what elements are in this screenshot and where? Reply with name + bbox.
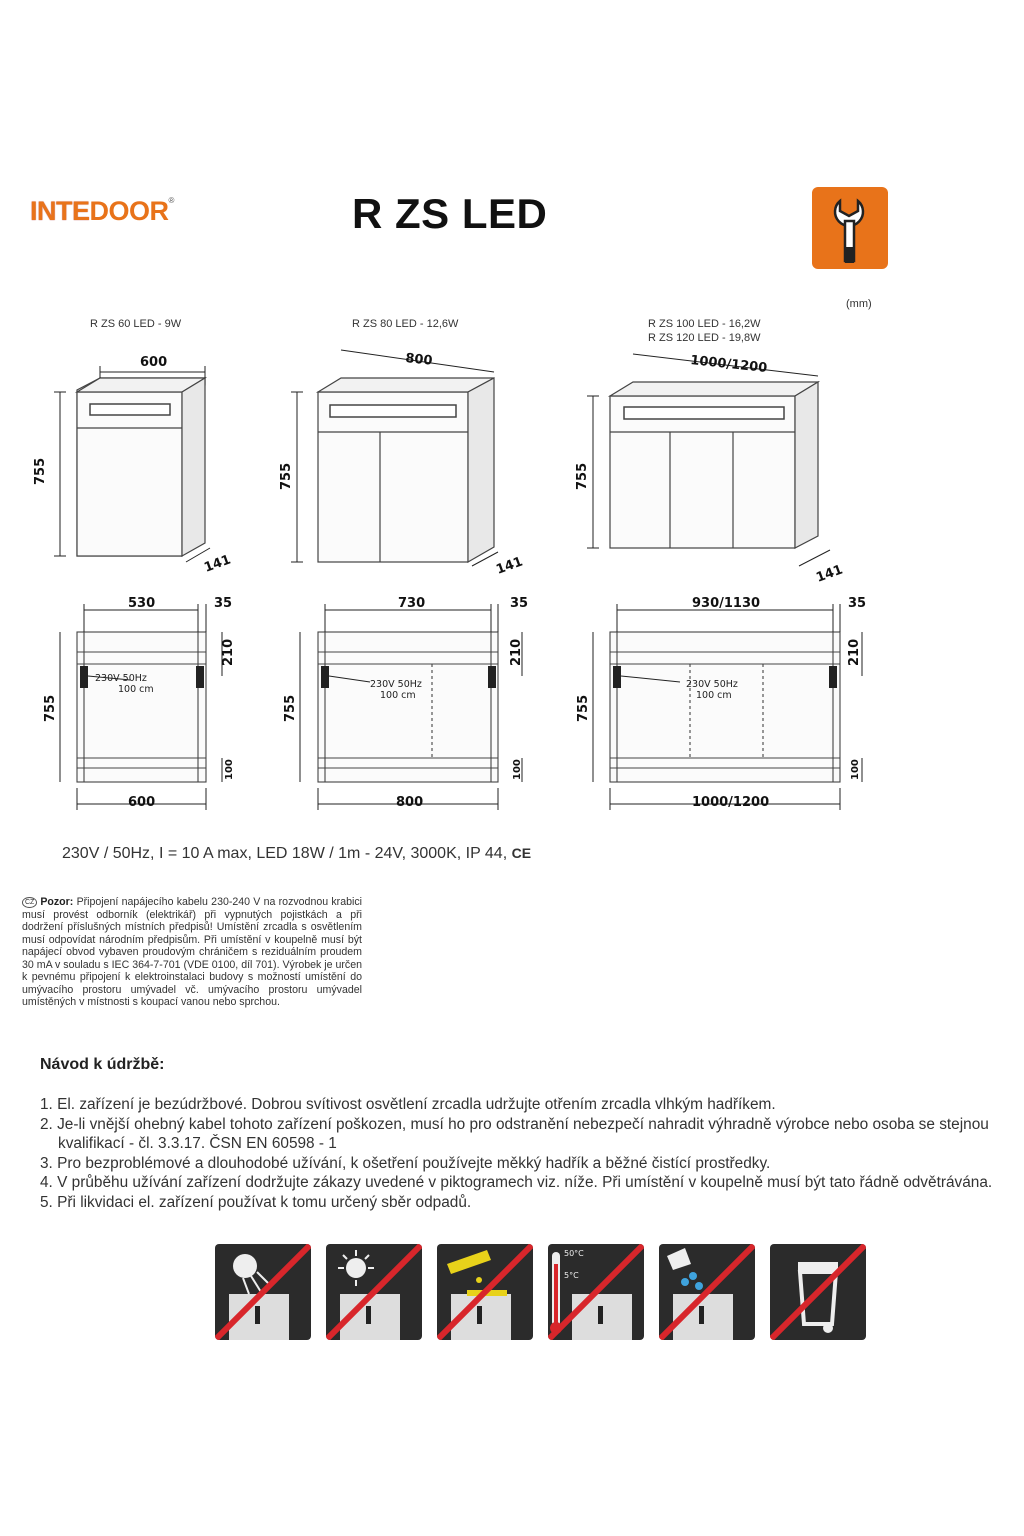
warning-block — [22, 896, 362, 1009]
back-inner-60: 530 — [128, 596, 156, 611]
cable-label-60: 100 cm — [118, 684, 154, 695]
maintenance-item: 1. El. zařízení je bezúdržbové. Dobrou svítivost osvětlení zrcadla udržujte otřením zrcadla vlhkým hadříkem. — [40, 1096, 776, 1113]
cabinet-60-front — [77, 378, 205, 556]
ce-mark: CE — [511, 845, 532, 861]
maintenance-item: 2. Je-li vnější ohebný kabel tohoto zařízení poškozen, musí ho pro odstranění nebezpečí nahradit výhradně výrobce nebo osoba se stejnou kvalifikací - čl. 3.3.17. ČSN EN 60598 - 1 — [40, 1115, 989, 1153]
front-width-80: 800 — [404, 351, 434, 369]
back-top-80: 210 — [509, 638, 524, 666]
back-inner-100: 930/1130 — [692, 596, 761, 611]
back-width-60: 600 — [128, 795, 156, 810]
back-height-100: 755 — [576, 694, 591, 722]
model-label-120: R ZS 120 LED - 19,8W — [648, 332, 761, 344]
back-height-80: 755 — [283, 694, 298, 722]
wrench-screwdriver-icon — [812, 187, 888, 269]
front-height-100: 755 — [575, 462, 590, 490]
front-width-60: 600 — [140, 355, 168, 370]
electrical-spec — [62, 845, 531, 863]
back-bottom-100: 100 — [850, 759, 861, 780]
back-width-80: 800 — [396, 795, 424, 810]
back-views-drawing — [0, 590, 1024, 820]
no-steam-shower-icon — [215, 1244, 311, 1340]
cabinet-80-front — [318, 378, 494, 562]
page-title: R ZS LED — [352, 190, 548, 237]
power-label-100: 230V 50Hz — [686, 679, 738, 690]
spec-text: 230V / 50Hz, I = 10 A max, LED 18W / 1m - 24V, 3000K, IP 44, — [62, 845, 508, 862]
lang-badge: CZ — [22, 897, 37, 908]
brand-logo-part2: DOOR — [89, 196, 169, 226]
front-depth-100: 141 — [814, 562, 845, 586]
no-sunlight-icon — [326, 1244, 422, 1340]
front-width-100: 1000/1200 — [689, 353, 768, 377]
power-label-80: 230V 50Hz — [370, 679, 422, 690]
cold-temp-label: 5°C — [564, 1271, 579, 1280]
front-depth-80: 141 — [494, 554, 525, 578]
back-top-100: 210 — [847, 638, 862, 666]
maintenance-item: 5. Při likvidaci el. zařízení používat k tomu určený sběr odpadů. — [40, 1193, 472, 1211]
back-inner-80: 730 — [398, 596, 426, 611]
brand-logo-part1: INTE — [30, 196, 90, 226]
model-label-80: R ZS 80 LED - 12,6W — [352, 318, 459, 330]
model-label-100: R ZS 100 LED - 16,2W — [648, 318, 761, 330]
no-water-spray-icon — [659, 1244, 755, 1340]
no-temperature-extremes-icon — [548, 1244, 644, 1340]
back-width-100: 1000/1200 — [692, 795, 770, 810]
back-top-60: 210 — [221, 638, 236, 666]
power-label-60: 230V 50Hz — [95, 673, 147, 684]
hot-temp-label: 50°C — [564, 1249, 584, 1258]
back-bottom-60: 100 — [224, 759, 235, 780]
brand-registered-mark: ® — [168, 196, 174, 205]
back-bottom-80: 100 — [512, 759, 523, 780]
back-side-80: 35 — [510, 596, 529, 611]
no-household-waste-icon — [770, 1244, 866, 1340]
cable-label-100: 100 cm — [696, 690, 732, 701]
back-side-100: 35 — [848, 596, 867, 611]
cabinet-100-front — [610, 382, 818, 548]
front-views-drawing — [0, 340, 1024, 590]
front-depth-60: 141 — [202, 552, 233, 576]
front-height-60: 755 — [33, 457, 48, 485]
unit-label: (mm) — [846, 298, 872, 310]
no-chemical-spill-icon — [437, 1244, 533, 1340]
maintenance-list — [40, 1095, 1010, 1213]
warning-text: Připojení napájecího kabelu 230-240 V na rozvodnou krabici musí provést odborník (elektrikář) při vypnutých pojistkách a při dodržení příslušných místních předpisů! Umístění zrcadla s osvětlením musí odpovídat národním předpisům. Při umístění v koupelně musí být napájecí obvod vybaven proudovým chráničem s reziduálním proudem 30 mA v souladu s IEC 364-7-701 (VDE 0100, díl 701). Výrobek je určen k pevnému připojení k elektroinstalaci budovy s možností umístění do umývacího prostoru umývadel vč. umývacího prostoru umývadel umístěných v místnosti s koupací vanou nebo sprchou. — [22, 896, 362, 1008]
maintenance-item: 3. Pro bezproblémové a dlouhodobé užívání, k ošetření používejte měkký hadřík a běžné čistící prostředky. — [40, 1154, 771, 1172]
warning-label: Pozor: — [40, 896, 74, 908]
back-height-60: 755 — [43, 694, 58, 722]
cable-label-80: 100 cm — [380, 690, 416, 701]
back-side-60: 35 — [214, 596, 233, 611]
maintenance-item: 4. V průběhu užívání zařízení dodržujte zákazy uvedené v piktogramech viz. níže. Při umístění v koupelně musí být tato řádně odvětrávána. — [40, 1174, 993, 1192]
maintenance-title: Návod k údržbě: — [40, 1056, 165, 1073]
front-height-80: 755 — [279, 462, 294, 490]
model-label-60: R ZS 60 LED - 9W — [90, 318, 182, 330]
brand-logo — [30, 196, 174, 227]
